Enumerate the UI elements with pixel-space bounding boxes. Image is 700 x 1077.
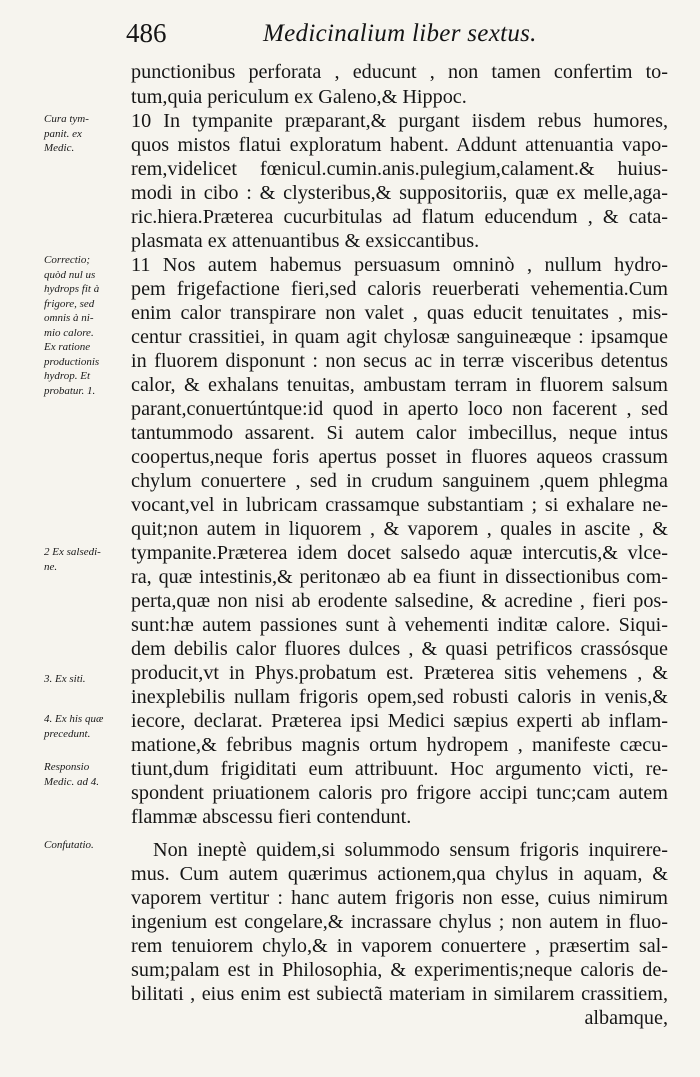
margin-note: Ex ratione productionis hydrop. Et probatur. 1.	[44, 341, 100, 397]
text-line: ric.hiera.Præterea cucurbitulas ad flatum educendum , & cata-	[131, 206, 668, 228]
text-line: vaporem vertitur : hanc autem frigoris non esse, cuius nimirum	[131, 887, 668, 909]
text-line: 10 In tympanite præparant,& purgant iisdem rebus humores,	[131, 110, 668, 132]
margin-note: 4. Ex his quæ precedunt.	[44, 713, 104, 740]
text-line: plasmata ex attenuantibus & exsiccantibus.	[131, 230, 480, 252]
text-line: vocant,vel in lubricam crassamque substantiam ; si exhalare ne-	[131, 494, 668, 516]
text-line: dem debilis calor fluores dulces , & quasi petrificos crassósque	[131, 638, 668, 660]
text-line: pem frigefactione fieri,sed caloris reuerberati vehementia.Cum	[131, 278, 668, 300]
page-header	[0, 14, 700, 54]
running-title: Medicinalium liber sextus.	[263, 20, 537, 47]
margin-note: 2 Ex salsedi- ne.	[44, 546, 101, 573]
text-line: sunt:hæ autem passiones sunt à vehementi inditæ calore. Siqui-	[131, 614, 668, 636]
text-line: enim calor transpirare non valet , quas educit tenuitates , mis-	[131, 302, 668, 324]
margin-note: Responsio Medic. ad 4.	[44, 761, 99, 788]
text-line: ra, quæ intestinis,& peritonæo ab ea fiunt in dissectionibus com-	[131, 566, 668, 588]
text-line: chylum conuertere , sed in crudum sanguinem ,quem phlegma	[131, 470, 668, 492]
text-line: mus. Cum autem quærimus actionem,qua chylus in aquam, &	[131, 863, 668, 885]
margin-note: 3. Ex siti.	[44, 673, 86, 685]
margin-note: Correctio; quòd nul us hydrops fit à frigore, sed omnis à ni- mio calore.	[44, 254, 100, 339]
text-line: 11 Nos autem habemus persuasum omninò , nullum hydro-	[131, 254, 668, 276]
text-line: tympanite.Præterea idem docet salsedo aquæ intercutis,& vlce-	[131, 542, 668, 564]
text-line: in fluorem disponunt : non secus ac in terræ visceribus detentus	[131, 350, 668, 372]
text-line: tum,quia periculum ex Galeno,& Hippoc.	[131, 86, 467, 108]
page-number: 486	[126, 18, 167, 48]
margin-note: Cura tym- panit. ex Medic.	[44, 113, 89, 154]
text-line: quit;non autem in liquorem , & vaporem , quales in ascite , &	[131, 518, 668, 540]
text-line: punctionibus perforata , educunt , non tamen confertim to-	[131, 61, 668, 83]
text-line: parant,conuertúntque:id quod in aperto loco non facerent , sed	[131, 398, 668, 420]
margin-note: Confutatio.	[44, 839, 94, 851]
text-line: bilitati , eius enim est subiectã materiam in similarem crassitiem,	[131, 983, 668, 1005]
text-line: coopertus,neque foris apertus posset in fluores aqueos crassum	[131, 446, 668, 468]
text-line: Non ineptè quidem,si solummodo sensum frigoris inquirere-	[153, 839, 668, 861]
text-line: sum;palam est in Philosophia, & experimentis;neque caloris de-	[131, 959, 668, 981]
text-line: matione,& febribus magnis ortum hydropem , manifeste cæcu-	[131, 734, 668, 756]
text-line: quos mistos flatui exploratum habent. Addunt attenuantia vapo-	[131, 134, 668, 156]
text-line: perta,quæ non nisi ab erodente salsedine, & acredine , fieri pos-	[131, 590, 668, 612]
text-line: inexplebilis nullam frigoris opem,sed robusti caloris in venis,&	[131, 686, 668, 708]
text-line: rem,videlicet fœnicul.cumin.anis.pulegium,calament.& huius-	[131, 158, 668, 180]
text-line: iecore, declarat. Præterea ipsi Medici sæpius experti ab inflam-	[131, 710, 668, 732]
text-line: rem tenuiorem chylo,& in vaporem conuertere , præsertim sal-	[131, 935, 668, 957]
text-line: albamque,	[584, 1007, 668, 1029]
text-line: modi in cibo : & clysteribus,& suppositoriis, quæ ex melle,aga-	[131, 182, 668, 204]
text-line: calor, & exhalans tenuitas, ambustam terram in fluorem salsum	[131, 374, 668, 396]
text-line: flammæ abscessu fieri contendunt.	[131, 806, 412, 828]
text-line: tiunt,dum frigiditati eum attribuunt. Hoc argumento victi, re-	[131, 758, 668, 780]
text-line: centur crassitiei, in quam agit chylosæ sanguineæque : ipsamque	[131, 326, 668, 348]
text-line: ingenium est congelare,& incrassare chylus ; non autem in fluo-	[131, 911, 668, 933]
text-line: spondent priuationem caloris pro frigore accipi tunc;cam autem	[131, 782, 668, 804]
text-line: tantummodo assarent. Si autem calor imbecillus, neque intus	[131, 422, 668, 444]
text-line: producit,vt in Phys.probatum est. Præterea sitis vehemens , &	[131, 662, 668, 684]
